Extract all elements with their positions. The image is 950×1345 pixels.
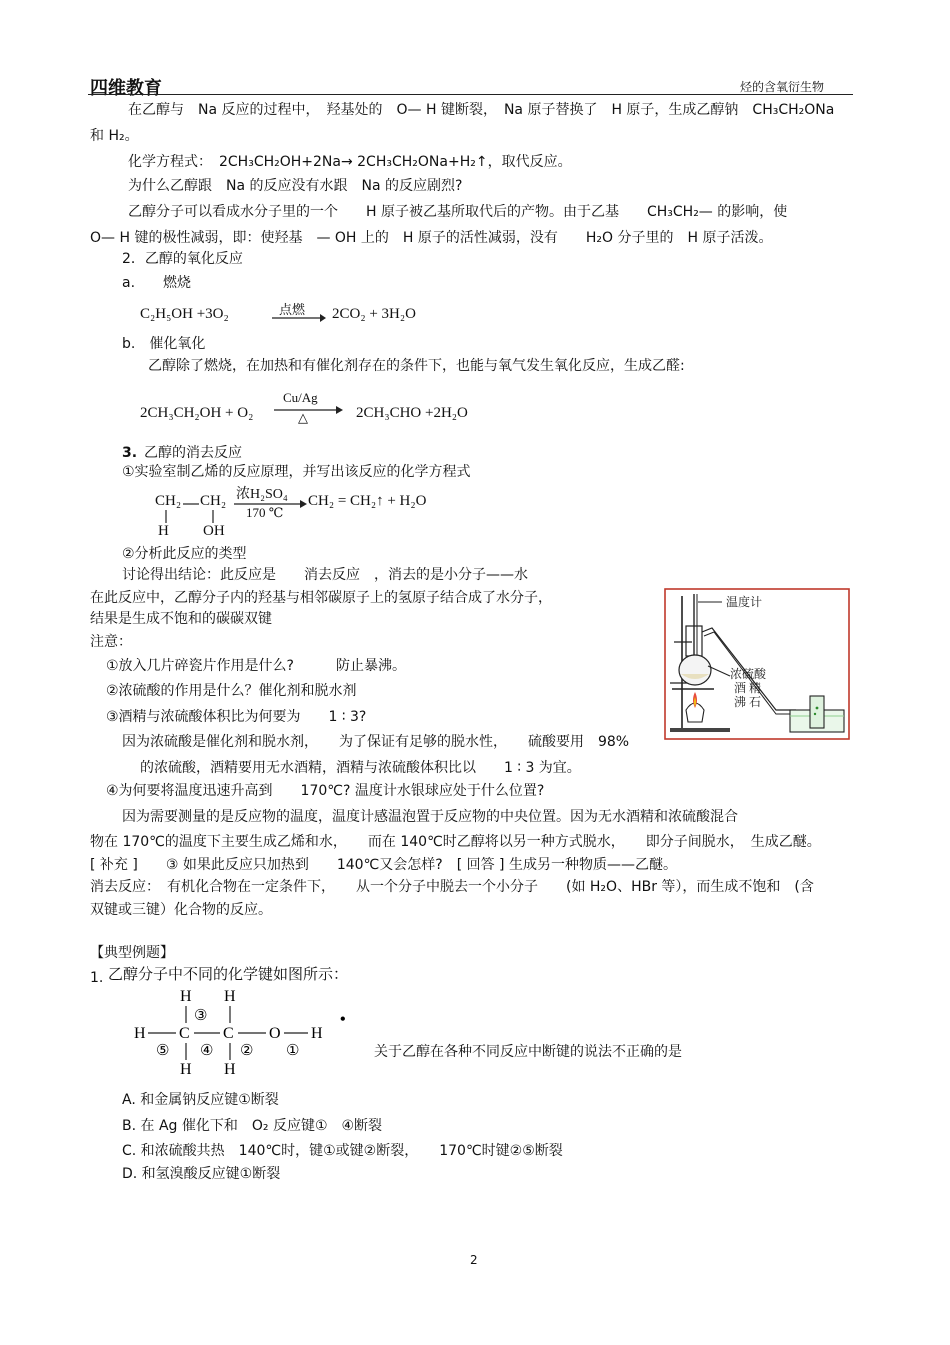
ethylene-apparatus-figure	[664, 588, 850, 740]
text-line: ②分析此反应的类型	[122, 546, 247, 562]
option-b: B. 在 Ag 催化下和 O₂ 反应键① ④断裂	[122, 1118, 383, 1134]
text-line: 乙醇除了燃烧，在加热和有催化剂存在的条件下，也能与氧气发生氧化反应，生成乙醛:	[148, 358, 685, 374]
text-line: O— H 键的极性减弱，即：使羟基 — OH 上的 H 原子的活性减弱，没有 H₂O 分子里的 H 原子活泼。	[90, 230, 773, 246]
catalytic-products: 2CH₃CHO +2H₂O	[356, 405, 468, 421]
header-title: 四维教育	[90, 78, 162, 99]
combustion-reactants: C₂H₅OH +3O₂	[140, 306, 229, 322]
text-line: b. 催化氧化	[122, 336, 206, 352]
text-line: 和 H₂。	[90, 128, 139, 144]
elim-oh-group: OH	[203, 523, 225, 539]
text-line: 乙醇分子可以看成水分子里的一个 H 原子被乙基所取代后的产物。由于乙基 CH₃CH₂— 的影响，使	[128, 204, 788, 220]
ethanol-bond-structure	[134, 986, 364, 1076]
text-line: 讨论得出结论：此反应是 消去反应 ，消去的是小分子——水	[122, 567, 528, 583]
text-line: ③酒精与浓硫酸体积比为何要为 1 ∶ 3?	[106, 709, 367, 725]
question-number: 1.	[90, 970, 104, 986]
label-thermometer: 温度计	[726, 595, 763, 609]
bond-4-marker: ④	[200, 1043, 214, 1059]
text-line: 注意：	[90, 634, 132, 650]
text-line: ②浓硫酸的作用是什么？催化剂和脱水剂	[106, 683, 357, 699]
text-line: 在乙醇与 Na 反应的过程中， 羟基处的 O— H 键断裂， Na 原子替换了 H 原子，生成乙醇钠 CH₃CH₂ONa	[128, 102, 835, 118]
text-line: 结果是生成不饱和的碳碳双键	[90, 611, 272, 627]
atom-h: H	[224, 988, 236, 1005]
bond-line	[183, 502, 199, 506]
atom-h: H	[134, 1025, 146, 1042]
structure-dot: •	[340, 1011, 346, 1028]
catalytic-reactants: 2CH₃CH₂OH + O₂	[140, 405, 254, 421]
section-number: 3.	[122, 445, 138, 461]
option-c: C. 和浓硫酸共热 140℃时，键①或键②断裂， 170℃时键②⑤断裂	[122, 1143, 563, 1159]
atom-c: C	[223, 1025, 234, 1042]
text-line: ①实验室制乙烯的反应原理，并写出该反应的化学方程式	[122, 464, 471, 480]
combustion-products: 2CO₂ + 3H₂O	[332, 306, 416, 322]
atom-h: H	[180, 1061, 192, 1076]
section-heading: 乙醇的消去反应	[144, 445, 242, 461]
option-a: A. 和金属钠反应键①断裂	[122, 1092, 279, 1108]
text-line: [ 补充 ] ③ 如果此反应只加热到 140℃又会怎样? [ 回答 ] 生成另一种物质——乙醚。	[90, 857, 677, 873]
question-stem-tail: 关于乙醇在各种不同反应中断键的说法不正确的是	[374, 1044, 682, 1060]
reaction-arrow	[274, 405, 344, 415]
atom-h: H	[311, 1025, 323, 1042]
text-line: 的浓硫酸，酒精要用无水酒精，酒精与浓硫酸体积比以 1 ∶ 3 为宜。	[140, 760, 581, 776]
text-line: 化学方程式： 2CH₃CH₂OH+2Na→ 2CH₃CH₂ONa+H₂↑，取代反应。	[128, 154, 572, 170]
text-line: 为什么乙醇跟 Na 的反应没有水跟 Na 的反应剧烈?	[128, 178, 463, 194]
text-line: ①放入几片碎瓷片作用是什么? 防止暴沸。	[106, 658, 406, 674]
label-boiling-stone: 沸 石	[734, 695, 762, 709]
text-line: 物在 170℃的温度下主要生成乙烯和水， 而在 140℃时乙醇将以另一种方式脱水， 即分子间脱水， 生成乙醚。	[90, 834, 821, 850]
bond-5-marker: ⑤	[156, 1043, 170, 1059]
question-stem: 乙醇分子中不同的化学键如图所示：	[108, 965, 349, 983]
elim-products: CH₂ = CH₂↑ + H₂O	[308, 493, 427, 509]
label-alcohol: 酒 精	[734, 681, 762, 695]
bond-2-marker: ②	[240, 1043, 254, 1059]
elim-temperature: 170 ℃	[246, 505, 284, 520]
page-number: 2	[470, 1253, 478, 1267]
header-chapter: 烃的含氧衍生物	[740, 80, 825, 94]
text-line: ④为何要将温度迅速升高到 170℃? 温度计水银球应处于什么位置?	[106, 783, 545, 799]
text-line: 因为需要测量的是反应物的温度，温度计感温泡置于反应物的中央位置。因为无水酒精和浓硫酸混合	[122, 809, 738, 825]
combustion-condition: 点燃	[279, 302, 306, 317]
atom-o: O	[269, 1025, 281, 1042]
text-line: 因为浓硫酸是催化剂和脱水剂， 为了保证有足够的脱水性， 硫酸要用 98%	[122, 734, 630, 750]
elim-ch2-left: CH₂	[155, 493, 182, 509]
elim-condition: 浓H₂SO₄	[236, 487, 288, 502]
elim-h-atom: H	[158, 523, 169, 539]
elim-ch2-right: CH₂	[200, 493, 227, 509]
atom-h: H	[180, 988, 192, 1005]
text-line: a. 燃烧	[122, 275, 192, 291]
atom-h: H	[224, 1061, 236, 1076]
bond-3-marker: ③	[194, 1008, 208, 1024]
section-heading: 【典型例题】	[90, 945, 174, 961]
text-line: 双键或三键）化合物的反应。	[90, 902, 272, 918]
label-conc-acid: 浓硫酸	[730, 667, 767, 681]
bond-lines	[163, 510, 223, 524]
header-rule	[88, 94, 853, 95]
catalytic-heat-sign: △	[298, 410, 308, 425]
text-line: 在此反应中，乙醇分子内的羟基与相邻碳原子上的氢原子结合成了水分子，	[90, 590, 552, 606]
section-heading: 2．乙醇的氧化反应	[122, 251, 243, 267]
atom-c: C	[179, 1025, 190, 1042]
bond-1-marker: ①	[286, 1043, 300, 1059]
option-d: D. 和氢溴酸反应键①断裂	[122, 1166, 281, 1182]
reaction-arrow	[272, 313, 326, 323]
text-line: 消去反应： 有机化合物在一定条件下， 从一个分子中脱去一个小分子 (如 H₂O、HBr 等），而生成不饱和 (含	[90, 879, 814, 895]
catalytic-condition: Cu/Ag	[283, 390, 318, 405]
